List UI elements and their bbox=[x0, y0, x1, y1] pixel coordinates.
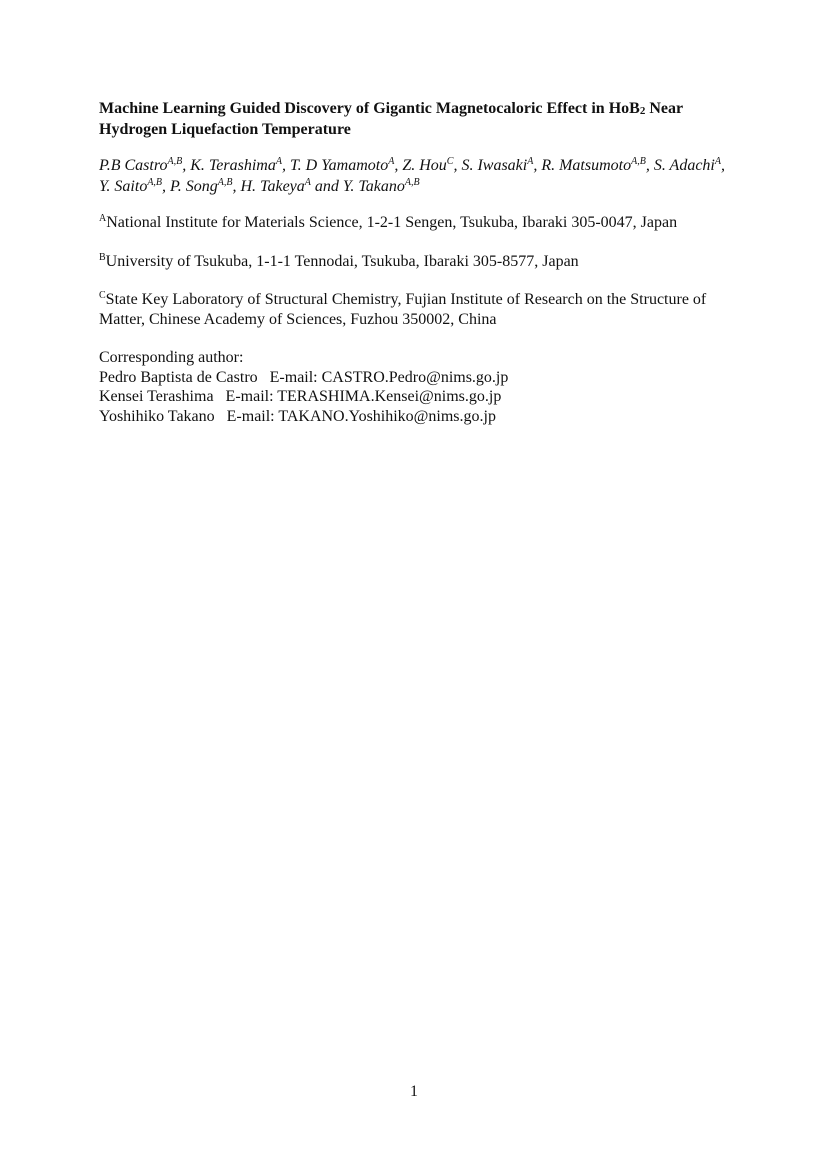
affiliation-text: University of Tsukuba, 1-1-1 Tennodai, Tsukuba, Ibaraki 305-8577, Japan bbox=[105, 253, 579, 270]
author-name: Y. Takano bbox=[342, 178, 405, 195]
author-separator: , bbox=[162, 178, 171, 195]
author-separator: , bbox=[533, 157, 542, 174]
author-name: R. Matsumoto bbox=[541, 157, 632, 174]
author-name: S. Adachi bbox=[653, 157, 715, 174]
affiliation-a bbox=[99, 213, 739, 233]
author-name: P. Song bbox=[170, 178, 218, 195]
author-separator: , bbox=[232, 178, 241, 195]
author-affiliation-mark: A bbox=[388, 156, 395, 167]
author-separator: , bbox=[394, 157, 403, 174]
title-subscript: 2 bbox=[639, 105, 646, 117]
author-list bbox=[99, 155, 729, 197]
author-separator: , bbox=[453, 157, 462, 174]
author-affiliation-mark: A bbox=[304, 177, 311, 188]
author-affiliation-mark: A bbox=[714, 156, 721, 167]
corresponding-authors bbox=[99, 348, 739, 426]
author-name: K. Terashima bbox=[190, 157, 276, 174]
author-name: P.B Castro bbox=[99, 157, 168, 174]
author-name: H. Takeya bbox=[240, 178, 305, 195]
affiliation-mark: A bbox=[99, 213, 107, 224]
page-number: 1 bbox=[410, 1083, 418, 1100]
author-affiliation-mark: A bbox=[275, 156, 282, 167]
author-affiliation-mark: A bbox=[527, 156, 534, 167]
corresponding-heading: Corresponding author: bbox=[99, 349, 244, 366]
title-part-1: Machine Learning Guided Discovery of Gigantic Magnetocaloric Effect in HoB bbox=[99, 100, 640, 117]
author-affiliation-mark: C bbox=[446, 156, 454, 167]
author-affiliation-mark: A,B bbox=[167, 156, 183, 167]
affiliation-c bbox=[99, 290, 739, 330]
author-name: S. Iwasaki bbox=[461, 157, 528, 174]
affiliation-text: National Institute for Materials Science, 1-2-1 Sengen, Tsukuba, Ibaraki 305-0047, Japan bbox=[106, 214, 678, 231]
contact-email[interactable]: CASTRO.Pedro@nims.go.jp bbox=[321, 368, 509, 386]
affiliation-mark: B bbox=[99, 252, 106, 263]
author-separator: , bbox=[645, 157, 654, 174]
author-separator: , bbox=[720, 157, 725, 174]
author-last-join: and bbox=[310, 178, 343, 195]
contact-row bbox=[99, 368, 739, 388]
author-affiliation-mark: A,B bbox=[404, 177, 420, 188]
author-separator: , bbox=[281, 157, 290, 174]
contact-row bbox=[99, 387, 739, 407]
contact-email[interactable]: TERASHIMA.Kensei@nims.go.jp bbox=[277, 388, 502, 405]
paper-title bbox=[99, 98, 739, 140]
affiliation-b bbox=[99, 252, 739, 272]
contact-name: Kensei Terashima bbox=[99, 388, 214, 405]
affiliation-mark: C bbox=[99, 290, 106, 301]
affiliation-text: State Key Laboratory of Structural Chemistry, Fujian Institute of Research on the Structure of Matter, Chinese Academy of Sciences, Fuzhou 350002, China bbox=[99, 291, 707, 328]
contact-row bbox=[99, 407, 739, 427]
contact-email-label: E-mail: bbox=[225, 388, 274, 405]
contact-email[interactable]: TAKANO.Yoshihiko@nims.go.jp bbox=[278, 407, 496, 425]
title-part-2: Near Hydrogen Liquefaction Temperature bbox=[99, 100, 683, 138]
author-affiliation-mark: A,B bbox=[217, 177, 233, 188]
contact-name: Pedro Baptista de Castro bbox=[99, 368, 258, 386]
author-affiliation-mark: A,B bbox=[147, 177, 163, 188]
author-name: Y. Saito bbox=[99, 178, 148, 195]
author-name: Z. Hou bbox=[402, 157, 447, 174]
author-separator: , bbox=[182, 157, 191, 174]
author-name: T. D Yamamoto bbox=[289, 157, 389, 174]
contact-name: Yoshihiko Takano bbox=[99, 407, 215, 425]
contact-email-label: E-mail: bbox=[269, 368, 318, 386]
author-affiliation-mark: A,B bbox=[631, 156, 646, 167]
contact-email-label: E-mail: bbox=[226, 407, 275, 425]
